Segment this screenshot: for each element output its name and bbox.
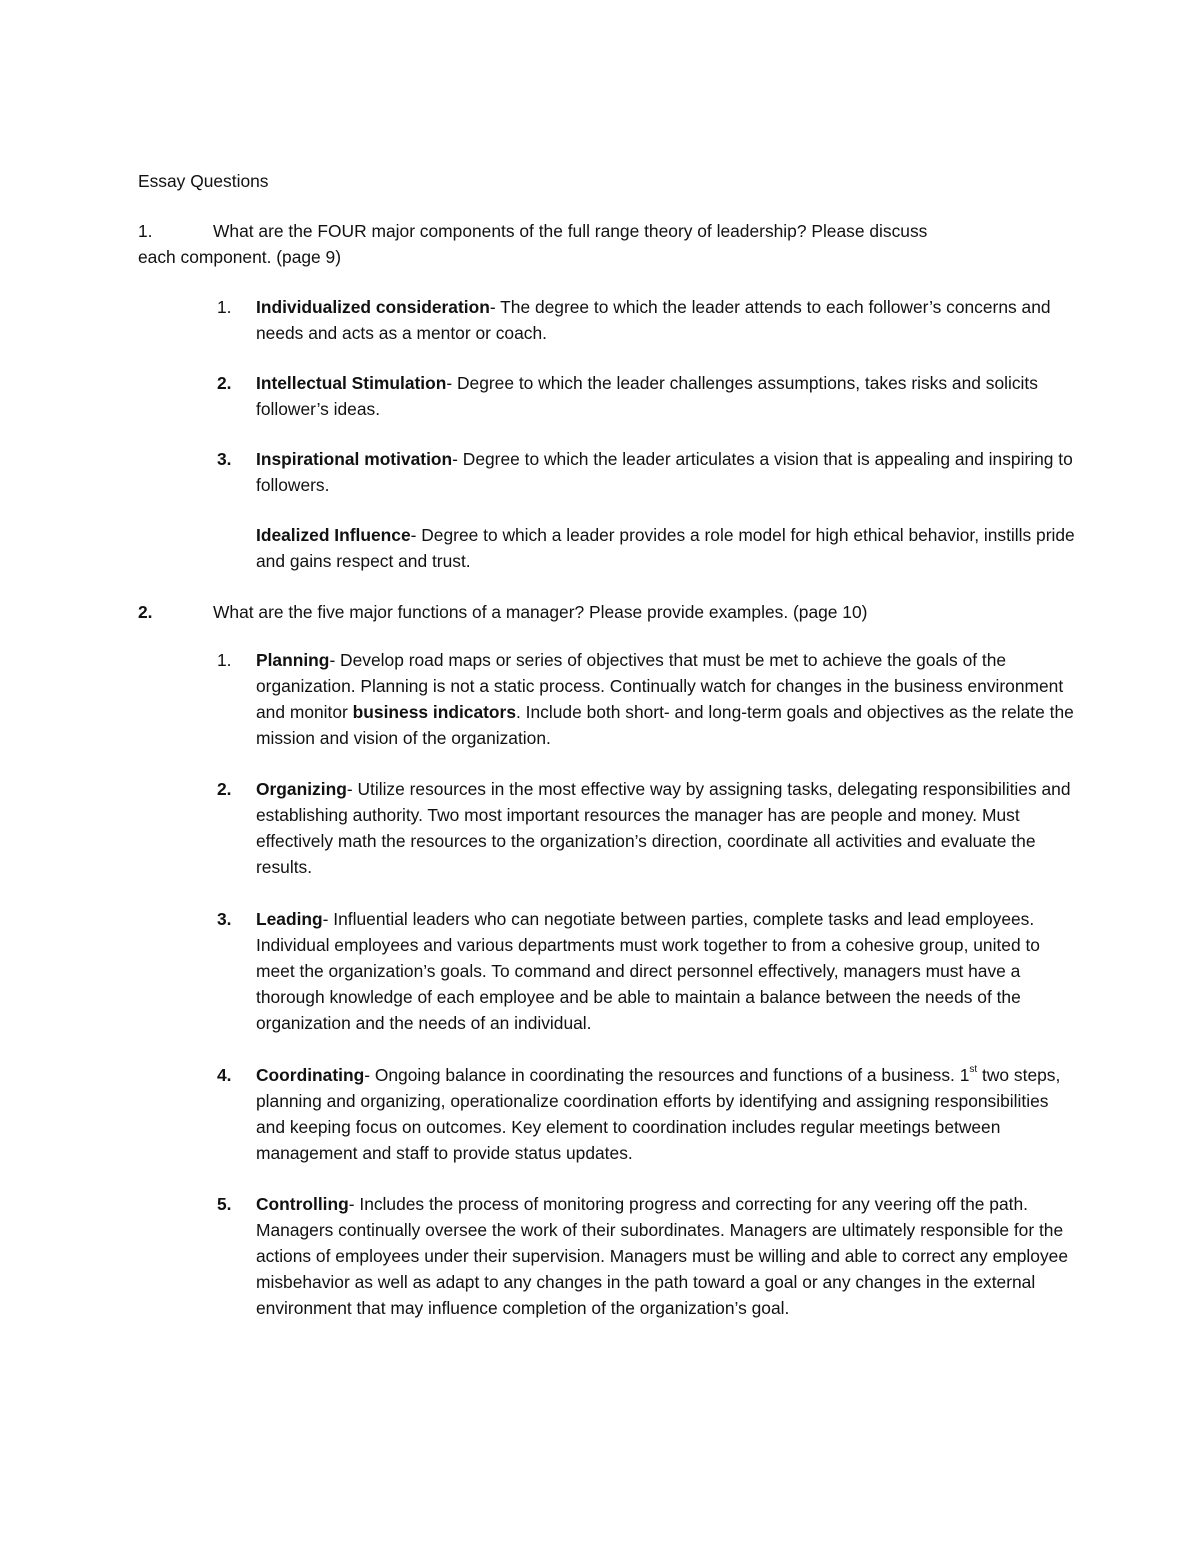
list-item-body xyxy=(256,906,1076,1036)
question-text-continued: each component. (page 9) xyxy=(138,247,342,267)
question-text: What are the FOUR major components of the full range theory of leadership? Please discuss xyxy=(213,221,928,241)
list-item-body xyxy=(256,1191,1076,1321)
definition: - Develop road maps or series of objectives that must be met to achieve the goals of the organization. Planning is not a static process. Continually watch for changes in the business environment and monitor xyxy=(256,650,1064,722)
question-2 xyxy=(138,599,1038,625)
question-number: 1. xyxy=(138,221,153,241)
definition-emphasis: business indicators xyxy=(352,702,516,722)
list-number: 5. xyxy=(217,1194,232,1214)
definition: - Degree to which the leader articulates a vision that is appealing and inspiring to followers. xyxy=(256,449,1073,495)
list-number: 3. xyxy=(217,909,232,929)
term: Organizing xyxy=(256,779,347,799)
list-number: 3. xyxy=(217,449,232,469)
definition: - Degree to which a leader provides a role model for high ethical behavior, instills pride and gains respect and trust. xyxy=(256,525,1075,571)
definition: - Influential leaders who can negotiate between parties, complete tasks and lead employees. Individual employees and various departments must work together to from a cohesive group, united to meet the organization’s goals. To command and direct personnel effectively, managers must have a thorough knowledge of each employee and be able to maintain a balance between the needs of the organization and the needs of an individual. xyxy=(256,909,1040,1033)
definition: - Utilize resources in the most effective way by assigning tasks, delegating responsibilities and establishing authority. Two most important resources the manager has are people and money. Must effectively math the resources to the organization’s direction, coordinate all activities and evaluate the results. xyxy=(256,779,1071,877)
superscript: st xyxy=(969,1064,978,1076)
list-item-body xyxy=(256,294,1076,346)
term: Intellectual Stimulation xyxy=(256,373,447,393)
definition: - The degree to which the leader attends to each follower’s concerns and needs and acts as a mentor or coach. xyxy=(256,297,1051,343)
list-number: 1. xyxy=(217,297,232,317)
term: Leading xyxy=(256,909,323,929)
list-item-body xyxy=(256,522,1076,574)
term: Planning xyxy=(256,650,330,670)
page-title: Essay Questions xyxy=(138,171,269,191)
term: Controlling xyxy=(256,1194,349,1214)
list-item-body xyxy=(256,1062,1076,1166)
definition-continued: . Include both short- and long-term goals and objectives as the relate the mission and vision of the organization. xyxy=(256,702,1074,748)
list-item-body xyxy=(256,647,1076,751)
list-number: 2. xyxy=(217,779,232,799)
definition: - Degree to which the leader challenges assumptions, takes risks and solicits follower’s ideas. xyxy=(256,373,1038,419)
term: Idealized Influence xyxy=(256,525,411,545)
definition-continued: two steps, planning and organizing, operationalize coordination efforts by identifying and assigning responsibilities and keeping focus on outcomes. Key element to coordination includes regular meetings between management and staff to provide status updates. xyxy=(256,1065,1061,1163)
list-number: 2. xyxy=(217,373,232,393)
list-item-body xyxy=(256,446,1076,498)
list-number: 4. xyxy=(217,1065,232,1085)
list-item-body xyxy=(256,776,1076,880)
definition: - Includes the process of monitoring progress and correcting for any veering off the path. Managers continually oversee the work of their subordinates. Managers are ultimately responsible for the actions of employees under their supervision. Managers must be willing and able to correct any employee misbehavior as well as adapt to any changes in the path toward a goal or any changes in the external environment that may influence completion of the organization’s goal. xyxy=(256,1194,1068,1318)
term: Individualized consideration xyxy=(256,297,490,317)
list-item-body xyxy=(256,370,1076,422)
question-text: What are the five major functions of a manager? Please provide examples. (page 10) xyxy=(213,602,868,622)
question-number: 2. xyxy=(138,602,153,622)
term: Inspirational motivation xyxy=(256,449,453,469)
question-1 xyxy=(138,218,1038,270)
definition: - Ongoing balance in coordinating the resources and functions of a business. 1 xyxy=(364,1065,970,1085)
term: Coordinating xyxy=(256,1065,365,1085)
list-number: 1. xyxy=(217,650,232,670)
